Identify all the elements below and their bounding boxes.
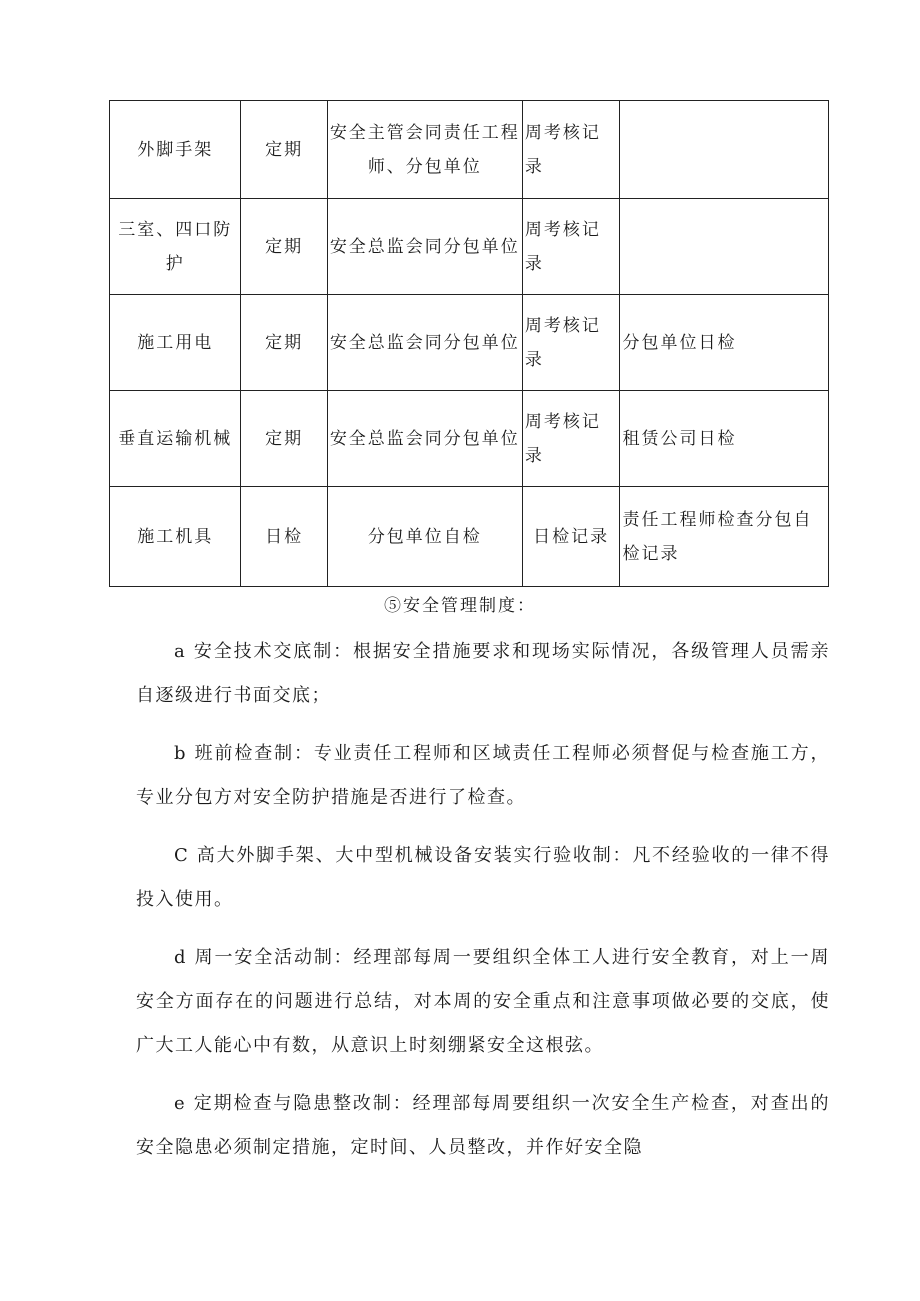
record-cell: 周考核记录 (522, 295, 620, 391)
table-row (110, 391, 829, 487)
paragraph-b: b 班前检查制：专业责任工程师和区域责任工程师必须督促与检查施工方，专业分包方对安全防护措施是否进行了检查。 (136, 743, 830, 808)
responsible-cell: 安全总监会同分包单位 (327, 295, 522, 391)
paragraph-a: a 安全技术交底制：根据安全措施要求和现场实际情况，各级管理人员需亲自逐级进行书面交底； (136, 641, 830, 706)
item-cell: 外脚手架 (110, 101, 241, 199)
record-cell: 周考核记录 (522, 391, 620, 487)
note-cell: 分包单位日检 (620, 295, 829, 391)
responsible-cell: 分包单位自检 (327, 487, 522, 587)
responsible-cell: 安全总监会同分包单位 (327, 391, 522, 487)
note-cell (620, 101, 829, 199)
frequency-cell: 定期 (241, 391, 327, 487)
responsible-cell: 安全主管会同责任工程师、分包单位 (327, 101, 522, 199)
frequency-cell: 定期 (241, 101, 327, 199)
item-cell: 垂直运输机械 (110, 391, 241, 487)
item-cell: 三室、四口防护 (110, 199, 241, 295)
inspection-table (109, 100, 829, 587)
item-cell: 施工用电 (110, 295, 241, 391)
paragraph-d: d 周一安全活动制：经理部每周一要组织全体工人进行安全教育，对上一周安全方面存在的问题进行总结，对本周的安全重点和注意事项做必要的交底，使广大工人能心中有数，从意识上时刻绷紧安全这根弦。 (136, 947, 830, 1056)
section-title: ⑤安全管理制度： (384, 596, 536, 616)
regulations-body (136, 630, 830, 1184)
record-cell: 日检记录 (522, 487, 620, 587)
table-row (110, 487, 829, 587)
table-row (110, 295, 829, 391)
note-cell: 责任工程师检查分包自检记录 (620, 487, 829, 587)
responsible-cell: 安全总监会同分包单位 (327, 199, 522, 295)
record-cell: 周考核记录 (522, 101, 620, 199)
paragraph-c: C 高大外脚手架、大中型机械设备安装实行验收制：凡不经验收的一律不得投入使用。 (136, 845, 830, 910)
frequency-cell: 日检 (241, 487, 327, 587)
item-cell: 施工机具 (110, 487, 241, 587)
paragraph-e: e 定期检查与隐患整改制：经理部每周要组织一次安全生产检查，对查出的安全隐患必须制定措施，定时间、人员整改，并作好安全隐 (136, 1093, 830, 1158)
note-cell: 租赁公司日检 (620, 391, 829, 487)
table-row (110, 101, 829, 199)
table-row (110, 199, 829, 295)
record-cell: 周考核记录 (522, 199, 620, 295)
note-cell (620, 199, 829, 295)
frequency-cell: 定期 (241, 295, 327, 391)
frequency-cell: 定期 (241, 199, 327, 295)
